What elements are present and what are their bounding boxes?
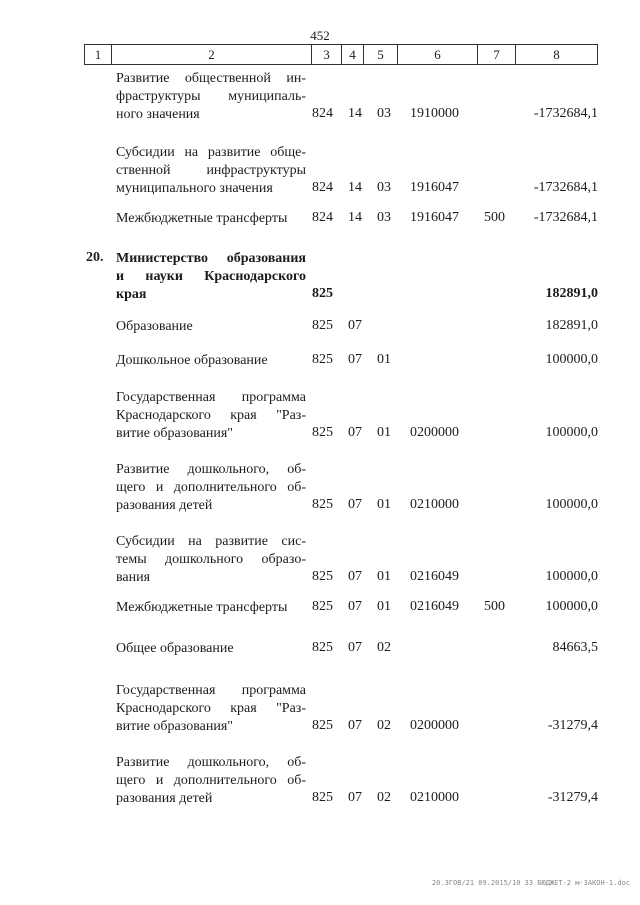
- header-col-3: 3: [311, 45, 341, 64]
- cell-c7: 500: [484, 599, 505, 614]
- cell-c8: 100000,0: [545, 497, 598, 512]
- cell-c5: 01: [377, 352, 391, 367]
- cell-c3: 825: [312, 286, 333, 301]
- cell-c4: 14: [348, 106, 362, 121]
- header-col-2: 2: [111, 45, 311, 64]
- header-col-6: 6: [397, 45, 477, 64]
- row-name: [116, 144, 306, 198]
- row-name-line: Субсидии на развитие обще-: [116, 145, 306, 160]
- cell-c3: 825: [312, 790, 333, 805]
- cell-c4: 07: [348, 318, 362, 333]
- cell-c8: 84663,5: [552, 640, 598, 655]
- row-name-line: витие образования": [116, 719, 233, 734]
- cell-c3: 825: [312, 425, 333, 440]
- cell-c3: 825: [312, 599, 333, 614]
- cell-c7: 500: [484, 210, 505, 225]
- row-name: [116, 754, 306, 808]
- row-name-line: ственной инфраструктуры: [116, 163, 306, 178]
- cell-c6: 0216049: [410, 569, 459, 584]
- cell-c8: 100000,0: [545, 569, 598, 584]
- cell-c6: 0216049: [410, 599, 459, 614]
- cell-c3: 825: [312, 352, 333, 367]
- header-col-5: 5: [363, 45, 397, 64]
- row-name: [116, 461, 306, 515]
- row-name: [116, 250, 306, 304]
- row-name-line: Субсидии на развитие сис-: [116, 534, 306, 549]
- row-name-line: муниципального значения: [116, 181, 273, 196]
- cell-c5: 03: [377, 180, 391, 195]
- row-name: [116, 389, 306, 443]
- cell-c5: 01: [377, 599, 391, 614]
- cell-c8: -1732684,1: [533, 106, 598, 121]
- cell-c4: 07: [348, 569, 362, 584]
- row-name: [116, 210, 306, 228]
- row-name-line: Межбюджетные трансферты: [116, 600, 288, 615]
- row-name-line: Государственная программа: [116, 390, 306, 405]
- row-name-line: Краснодарского края "Раз-: [116, 408, 306, 423]
- cell-c4: 07: [348, 497, 362, 512]
- cell-c3: 824: [312, 180, 333, 195]
- cell-c3: 825: [312, 718, 333, 733]
- cell-c5: 02: [377, 640, 391, 655]
- row-name-line: Развитие дошкольного, об-: [116, 462, 306, 477]
- row-name: [116, 599, 306, 617]
- row-name: [116, 352, 306, 370]
- row-name-line: Образование: [116, 319, 193, 334]
- cell-c6: 0200000: [410, 425, 459, 440]
- row-name-line: Развитие дошкольного, об-: [116, 755, 306, 770]
- cell-c3: 824: [312, 210, 333, 225]
- document-footer: 20.3ГОВ/21 09.2015/10 33 БЮДЖЕТ-2 м-ЗАКОН-1.doc: [431, 879, 630, 887]
- row-number: 20.: [86, 250, 104, 265]
- row-name-line: темы дошкольного образо-: [116, 552, 306, 567]
- row-name-line: Развитие общественной ин-: [116, 71, 306, 86]
- cell-c8: 182891,0: [545, 286, 598, 301]
- cell-c5: 02: [377, 790, 391, 805]
- cell-c4: 07: [348, 425, 362, 440]
- cell-c6: 0210000: [410, 497, 459, 512]
- row-name-line: края: [116, 287, 147, 302]
- cell-c6: 0200000: [410, 718, 459, 733]
- cell-c6: 1916047: [410, 210, 459, 225]
- row-name-line: щего и дополнительного об-: [116, 480, 306, 495]
- cell-c8: -1732684,1: [533, 210, 598, 225]
- row-name-line: Государственная программа: [116, 683, 306, 698]
- header-col-1: 1: [94, 47, 102, 62]
- cell-c3: 824: [312, 106, 333, 121]
- cell-c5: 01: [377, 497, 391, 512]
- cell-c5: 01: [377, 425, 391, 440]
- row-name-line: Дошкольное образование: [116, 353, 268, 368]
- cell-c4: 07: [348, 599, 362, 614]
- cell-c6: 1916047: [410, 180, 459, 195]
- header-col-4: 4: [341, 45, 363, 64]
- row-name-line: Министерство образования: [116, 251, 306, 266]
- cell-c3: 825: [312, 318, 333, 333]
- table-header: [84, 44, 598, 65]
- row-name-line: вания: [116, 570, 151, 585]
- cell-c5: 02: [377, 718, 391, 733]
- row-name: [116, 682, 306, 736]
- cell-c8: 100000,0: [545, 599, 598, 614]
- cell-c3: 825: [312, 497, 333, 512]
- cell-c5: 01: [377, 569, 391, 584]
- cell-c6: 0210000: [410, 790, 459, 805]
- header-col-8: 8: [515, 45, 597, 64]
- cell-c8: 100000,0: [545, 352, 598, 367]
- cell-c5: 03: [377, 106, 391, 121]
- cell-c8: 182891,0: [545, 318, 598, 333]
- cell-c3: 825: [312, 569, 333, 584]
- cell-c5: 03: [377, 210, 391, 225]
- row-name-line: Краснодарского края "Раз-: [116, 701, 306, 716]
- cell-c8: -1732684,1: [533, 180, 598, 195]
- page-number: 452: [310, 28, 330, 43]
- header-col-7: 7: [477, 45, 515, 64]
- cell-c4: 07: [348, 790, 362, 805]
- cell-c4: 07: [348, 718, 362, 733]
- cell-c6: 1910000: [410, 106, 459, 121]
- row-name-line: разования детей: [116, 791, 213, 806]
- cell-c3: 825: [312, 640, 333, 655]
- row-name-line: разования детей: [116, 498, 213, 513]
- row-name-line: Общее образование: [116, 641, 234, 656]
- row-name: [116, 640, 306, 658]
- row-name-line: ного значения: [116, 107, 200, 122]
- row-name: [116, 533, 306, 587]
- cell-c8: -31279,4: [547, 718, 598, 733]
- cell-c4: 07: [348, 352, 362, 367]
- cell-c4: 14: [348, 180, 362, 195]
- row-name-line: и науки Краснодарского: [116, 269, 306, 284]
- cell-c8: 100000,0: [545, 425, 598, 440]
- row-name-line: витие образования": [116, 426, 233, 441]
- cell-c4: 14: [348, 210, 362, 225]
- row-name: [116, 70, 306, 124]
- row-name-line: щего и дополнительного об-: [116, 773, 306, 788]
- cell-c8: -31279,4: [547, 790, 598, 805]
- cell-c4: 07: [348, 640, 362, 655]
- row-name: [116, 318, 306, 336]
- row-name-line: фраструктуры муниципаль-: [116, 89, 306, 104]
- row-name-line: Межбюджетные трансферты: [116, 211, 288, 226]
